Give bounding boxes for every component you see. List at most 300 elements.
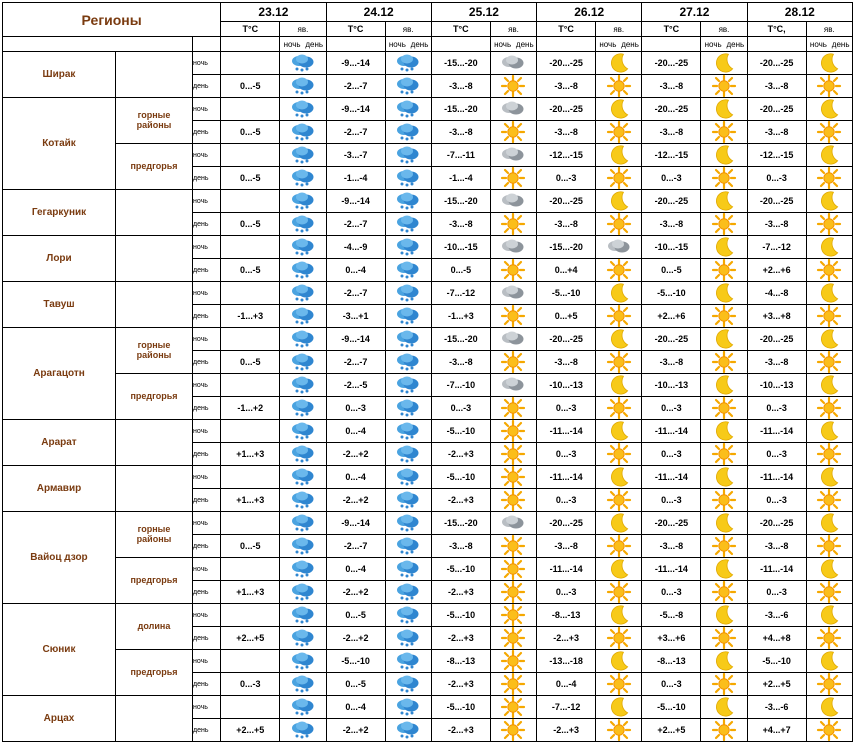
night-icon-sun-2: [490, 696, 536, 719]
day-temp-5: 0...-3: [747, 489, 806, 512]
night-label: ночь: [193, 650, 221, 673]
region-name: Арцах: [3, 696, 116, 742]
table-row: [3, 604, 853, 627]
day-icon-rain-0: [280, 627, 326, 650]
day-icon-sun-3: [596, 213, 642, 236]
day-label: день: [193, 75, 221, 98]
day-icon-sun-2: [490, 627, 536, 650]
phenomena-header-1: яв.: [385, 22, 431, 37]
regions-header: Регионы: [3, 3, 221, 37]
night-icon-rain-0: [280, 650, 326, 673]
day-temp-0: +2...+5: [221, 627, 280, 650]
night-icon-moon-4: [701, 466, 747, 489]
night-icon-moon-5: [806, 604, 852, 627]
phenomena-header-3: яв.: [596, 22, 642, 37]
day-temp-0: 0...-3: [221, 673, 280, 696]
night-temp-3: -20...-25: [537, 98, 596, 121]
night-icon-rain-1: [385, 604, 431, 627]
night-temp-4: -12...-15: [642, 144, 701, 167]
night-temp-3: -20...-25: [537, 190, 596, 213]
date-header-3: 26.12: [537, 3, 642, 22]
night-label: ночь: [193, 236, 221, 259]
day-icon-rain-1: [385, 121, 431, 144]
night-temp-5: -12...-15: [747, 144, 806, 167]
temp-header-4: T°C: [642, 22, 701, 37]
day-icon-sun-3: [596, 535, 642, 558]
night-temp-1: -4...-9: [326, 236, 385, 259]
table-row: [3, 52, 853, 75]
day-icon-rain-1: [385, 627, 431, 650]
night-temp-1: 0...-4: [326, 696, 385, 719]
night-temp-3: -20...-25: [537, 328, 596, 351]
night-label: ночь: [193, 374, 221, 397]
day-icon-sun-3: [596, 167, 642, 190]
night-label: ночь: [193, 52, 221, 75]
nightday-1: [385, 37, 431, 52]
day-icon-sun-4: [701, 581, 747, 604]
day-icon-sun-2: [490, 443, 536, 466]
day-temp-2: -2...+3: [431, 443, 490, 466]
day-icon-sun-3: [596, 397, 642, 420]
nightday-5: [806, 37, 852, 52]
day-temp-4: +3...+6: [642, 627, 701, 650]
day-icon-rain-0: [280, 581, 326, 604]
night-temp-2: -15...-20: [431, 98, 490, 121]
night-icon-moon-3: [596, 696, 642, 719]
night-icon-rain-1: [385, 650, 431, 673]
day-icon-rain-0: [280, 535, 326, 558]
day-temp-5: +4...+7: [747, 719, 806, 742]
day-label-4: день: [726, 39, 745, 49]
day-icon-rain-0: [280, 259, 326, 282]
night-label: ночь: [193, 98, 221, 121]
day-label: день: [193, 719, 221, 742]
night-temp-3: -13...-18: [537, 650, 596, 673]
day-icon-sun-4: [701, 259, 747, 282]
day-temp-0: 0...-5: [221, 213, 280, 236]
night-temp-2: -8...-13: [431, 650, 490, 673]
nd-spacer: [193, 37, 221, 52]
night-temp-5: -3...-6: [747, 696, 806, 719]
day-temp-5: 0...-3: [747, 167, 806, 190]
day-icon-sun-4: [701, 673, 747, 696]
night-temp-0: [221, 282, 280, 305]
night-icon-moon-3: [596, 52, 642, 75]
day-temp-1: -1...-4: [326, 167, 385, 190]
day-icon-sun-2: [490, 719, 536, 742]
temp-sub-0: [221, 37, 280, 52]
night-temp-1: -9...-14: [326, 52, 385, 75]
day-temp-1: -3...+1: [326, 305, 385, 328]
night-icon-moon-5: [806, 650, 852, 673]
night-temp-5: -20...-25: [747, 190, 806, 213]
night-icon-moon-5: [806, 190, 852, 213]
day-temp-1: -2...-7: [326, 351, 385, 374]
night-icon-rain-0: [280, 466, 326, 489]
night-icon-moon-5: [806, 466, 852, 489]
day-temp-3: 0...+4: [537, 259, 596, 282]
table-header: [3, 3, 853, 52]
day-icon-sun-2: [490, 673, 536, 696]
night-temp-0: [221, 466, 280, 489]
day-temp-5: 0...-3: [747, 443, 806, 466]
date-header-1: 24.12: [326, 3, 431, 22]
night-temp-3: -11...-14: [537, 420, 596, 443]
day-icon-rain-0: [280, 443, 326, 466]
night-icon-rain-1: [385, 328, 431, 351]
day-label: день: [193, 121, 221, 144]
day-temp-3: -2...+3: [537, 627, 596, 650]
date-header-2: 25.12: [431, 3, 536, 22]
night-temp-5: -11...-14: [747, 420, 806, 443]
night-icon-moon-5: [806, 236, 852, 259]
region-subzone: [115, 236, 192, 282]
night-icon-moon-3: [596, 420, 642, 443]
day-icon-sun-2: [490, 489, 536, 512]
night-temp-4: -5...-10: [642, 696, 701, 719]
day-temp-2: -1...+3: [431, 305, 490, 328]
night-icon-sun-2: [490, 604, 536, 627]
temp-sub-3: [537, 37, 596, 52]
day-temp-0: +1...+3: [221, 443, 280, 466]
region-name: Ширак: [3, 52, 116, 98]
night-icon-moon-4: [701, 52, 747, 75]
night-icon-moon-4: [701, 98, 747, 121]
table-row: [3, 420, 853, 443]
night-icon-rain-1: [385, 466, 431, 489]
night-icon-moon-4: [701, 604, 747, 627]
day-icon-rain-0: [280, 213, 326, 236]
night-temp-4: -10...-13: [642, 374, 701, 397]
night-icon-rain-0: [280, 374, 326, 397]
region-name: Арарат: [3, 420, 116, 466]
day-icon-sun-5: [806, 167, 852, 190]
night-icon-moon-5: [806, 420, 852, 443]
day-temp-4: -3...-8: [642, 351, 701, 374]
night-temp-3: -12...-15: [537, 144, 596, 167]
day-icon-rain-1: [385, 259, 431, 282]
day-icon-sun-5: [806, 719, 852, 742]
day-icon-sun-4: [701, 305, 747, 328]
region-subzone: долина: [115, 604, 192, 650]
day-temp-1: -2...+2: [326, 581, 385, 604]
night-icon-rain-0: [280, 236, 326, 259]
night-temp-3: -5...-10: [537, 282, 596, 305]
night-icon-cloud-2: [490, 512, 536, 535]
day-icon-rain-1: [385, 535, 431, 558]
date-header-0: 23.12: [221, 3, 326, 22]
temp-sub-2: [431, 37, 490, 52]
night-icon-moon-5: [806, 144, 852, 167]
night-temp-0: [221, 144, 280, 167]
night-icon-moon-4: [701, 558, 747, 581]
night-icon-moon-5: [806, 328, 852, 351]
day-icon-sun-2: [490, 351, 536, 374]
night-label: ночь: [193, 696, 221, 719]
night-temp-2: -10...-15: [431, 236, 490, 259]
day-icon-sun-2: [490, 305, 536, 328]
night-temp-5: -11...-14: [747, 466, 806, 489]
day-temp-0: 0...-5: [221, 351, 280, 374]
night-icon-moon-3: [596, 512, 642, 535]
day-temp-5: -3...-8: [747, 351, 806, 374]
night-label: ночь: [193, 190, 221, 213]
night-temp-2: -7...-12: [431, 282, 490, 305]
day-icon-sun-4: [701, 351, 747, 374]
day-icon-sun-2: [490, 75, 536, 98]
night-label-5: ночь: [809, 39, 827, 49]
phenomena-header-4: яв.: [701, 22, 747, 37]
night-icon-moon-3: [596, 282, 642, 305]
phenomena-header-5: яв.: [806, 22, 852, 37]
weather-table: [2, 2, 853, 742]
day-icon-sun-5: [806, 305, 852, 328]
day-temp-1: 0...-3: [326, 397, 385, 420]
phenomena-header-0: яв.: [280, 22, 326, 37]
night-icon-cloud-2: [490, 52, 536, 75]
night-icon-moon-4: [701, 236, 747, 259]
day-temp-3: -3...-8: [537, 213, 596, 236]
day-icon-sun-3: [596, 627, 642, 650]
night-temp-4: -5...-10: [642, 282, 701, 305]
day-icon-rain-0: [280, 673, 326, 696]
night-icon-moon-5: [806, 52, 852, 75]
night-label-0: ночь: [283, 39, 301, 49]
temp-header-0: T°C: [221, 22, 280, 37]
day-icon-rain-0: [280, 351, 326, 374]
day-temp-0: +2...+5: [221, 719, 280, 742]
night-temp-1: -3...-7: [326, 144, 385, 167]
day-temp-0: 0...-5: [221, 75, 280, 98]
day-temp-0: 0...-5: [221, 259, 280, 282]
day-icon-rain-1: [385, 75, 431, 98]
night-temp-5: -20...-25: [747, 98, 806, 121]
day-label: день: [193, 489, 221, 512]
table-row: [3, 144, 853, 167]
region-subzone: предгорья: [115, 144, 192, 190]
day-icon-sun-5: [806, 581, 852, 604]
day-icon-sun-2: [490, 535, 536, 558]
day-icon-rain-0: [280, 305, 326, 328]
region-subzone: предгорья: [115, 650, 192, 696]
night-temp-1: 0...-5: [326, 604, 385, 627]
table-row: [3, 282, 853, 305]
night-temp-0: [221, 236, 280, 259]
night-icon-moon-3: [596, 604, 642, 627]
night-icon-rain-0: [280, 98, 326, 121]
night-temp-5: -11...-14: [747, 558, 806, 581]
night-icon-rain-0: [280, 328, 326, 351]
day-icon-sun-3: [596, 443, 642, 466]
temp-sub-1: [326, 37, 385, 52]
day-temp-4: 0...-3: [642, 443, 701, 466]
night-temp-0: [221, 374, 280, 397]
night-temp-5: -20...-25: [747, 512, 806, 535]
night-temp-2: -15...-20: [431, 52, 490, 75]
night-temp-2: -5...-10: [431, 696, 490, 719]
region-subzone: предгорья: [115, 374, 192, 420]
day-icon-rain-1: [385, 443, 431, 466]
day-temp-1: -2...-7: [326, 535, 385, 558]
night-label: ночь: [193, 144, 221, 167]
night-icon-sun-2: [490, 558, 536, 581]
nightday-4: [701, 37, 747, 52]
night-icon-moon-3: [596, 558, 642, 581]
day-temp-1: -2...+2: [326, 627, 385, 650]
day-icon-sun-2: [490, 213, 536, 236]
night-temp-4: -20...-25: [642, 52, 701, 75]
day-temp-1: -2...-7: [326, 213, 385, 236]
day-label-1: день: [410, 39, 429, 49]
day-icon-sun-4: [701, 121, 747, 144]
day-temp-4: -3...-8: [642, 213, 701, 236]
night-icon-moon-4: [701, 328, 747, 351]
temp-sub-5: [747, 37, 806, 52]
night-temp-0: [221, 98, 280, 121]
table-row: [3, 512, 853, 535]
day-label-2: день: [515, 39, 534, 49]
region-subzone: горные районы: [115, 512, 192, 558]
night-temp-1: -2...-7: [326, 282, 385, 305]
region-name: Тавуш: [3, 282, 116, 328]
day-temp-5: +3...+8: [747, 305, 806, 328]
day-icon-sun-4: [701, 535, 747, 558]
day-label: день: [193, 673, 221, 696]
day-label: день: [193, 397, 221, 420]
night-icon-rain-0: [280, 420, 326, 443]
night-icon-rain-1: [385, 696, 431, 719]
region-subzone: горные районы: [115, 328, 192, 374]
table-row: [3, 98, 853, 121]
day-temp-2: -3...-8: [431, 535, 490, 558]
night-temp-3: -15...-20: [537, 236, 596, 259]
region-name: Армавир: [3, 466, 116, 512]
night-icon-rain-1: [385, 512, 431, 535]
night-icon-moon-4: [701, 650, 747, 673]
night-icon-rain-1: [385, 190, 431, 213]
table-row: [3, 236, 853, 259]
night-icon-rain-1: [385, 98, 431, 121]
table-row: [3, 328, 853, 351]
day-label: день: [193, 627, 221, 650]
day-temp-5: +2...+6: [747, 259, 806, 282]
table-row: [3, 466, 853, 489]
night-temp-0: [221, 696, 280, 719]
day-icon-sun-5: [806, 673, 852, 696]
day-label: день: [193, 167, 221, 190]
night-temp-3: -20...-25: [537, 52, 596, 75]
night-temp-2: -5...-10: [431, 558, 490, 581]
temp-sub-4: [642, 37, 701, 52]
table-row: [3, 696, 853, 719]
day-icon-sun-5: [806, 489, 852, 512]
day-label: день: [193, 305, 221, 328]
night-icon-cloud-2: [490, 190, 536, 213]
night-temp-1: -9...-14: [326, 328, 385, 351]
day-label: день: [193, 351, 221, 374]
day-temp-1: -2...-7: [326, 121, 385, 144]
night-icon-cloud-2: [490, 282, 536, 305]
day-icon-sun-2: [490, 397, 536, 420]
day-temp-4: -3...-8: [642, 121, 701, 144]
day-icon-sun-5: [806, 259, 852, 282]
night-temp-1: -9...-14: [326, 98, 385, 121]
day-label-3: день: [621, 39, 639, 49]
night-label-1: ночь: [388, 39, 406, 49]
day-temp-2: -2...+3: [431, 581, 490, 604]
region-subzone: [115, 52, 192, 98]
day-icon-sun-5: [806, 213, 852, 236]
day-icon-sun-2: [490, 259, 536, 282]
header-row-nightday: [3, 37, 853, 52]
region-subzone: [115, 190, 192, 236]
night-temp-1: -9...-14: [326, 190, 385, 213]
day-icon-sun-3: [596, 719, 642, 742]
night-temp-4: -11...-14: [642, 466, 701, 489]
night-temp-0: [221, 420, 280, 443]
night-icon-moon-4: [701, 420, 747, 443]
day-icon-rain-1: [385, 673, 431, 696]
region-name: Арагацотн: [3, 328, 116, 420]
day-icon-sun-4: [701, 167, 747, 190]
day-temp-2: -3...-8: [431, 75, 490, 98]
day-temp-0: -1...+2: [221, 397, 280, 420]
night-day-spacer: [3, 37, 193, 52]
temp-header-2: T°C: [431, 22, 490, 37]
day-icon-rain-0: [280, 489, 326, 512]
day-icon-sun-5: [806, 443, 852, 466]
day-temp-4: 0...-3: [642, 167, 701, 190]
day-temp-3: 0...+5: [537, 305, 596, 328]
night-label-3: ночь: [599, 39, 617, 49]
day-temp-2: 0...-5: [431, 259, 490, 282]
night-temp-3: -8...-13: [537, 604, 596, 627]
day-temp-2: -1...-4: [431, 167, 490, 190]
night-icon-rain-0: [280, 282, 326, 305]
day-icon-sun-3: [596, 305, 642, 328]
nightday-2: [490, 37, 536, 52]
night-temp-2: -15...-20: [431, 512, 490, 535]
date-header-4: 27.12: [642, 3, 747, 22]
day-temp-5: 0...-3: [747, 397, 806, 420]
day-icon-rain-0: [280, 75, 326, 98]
night-icon-rain-0: [280, 512, 326, 535]
night-temp-2: -15...-20: [431, 328, 490, 351]
day-icon-sun-3: [596, 259, 642, 282]
night-icon-moon-5: [806, 512, 852, 535]
night-icon-cloud-2: [490, 236, 536, 259]
day-icon-sun-4: [701, 443, 747, 466]
region-name: Лори: [3, 236, 116, 282]
night-icon-sun-2: [490, 466, 536, 489]
night-icon-cloud-2: [490, 374, 536, 397]
day-temp-3: 0...-3: [537, 443, 596, 466]
day-icon-sun-3: [596, 121, 642, 144]
night-temp-4: -20...-25: [642, 98, 701, 121]
day-temp-1: -2...-7: [326, 75, 385, 98]
phenomena-header-2: яв.: [490, 22, 536, 37]
region-subzone: [115, 466, 192, 512]
night-temp-1: 0...-4: [326, 420, 385, 443]
night-icon-rain-1: [385, 52, 431, 75]
night-label: ночь: [193, 558, 221, 581]
day-temp-1: 0...-5: [326, 673, 385, 696]
day-temp-1: -2...+2: [326, 719, 385, 742]
day-icon-sun-4: [701, 75, 747, 98]
day-icon-rain-0: [280, 719, 326, 742]
night-icon-cloud-2: [490, 98, 536, 121]
temp-header-5: T°C,: [747, 22, 806, 37]
